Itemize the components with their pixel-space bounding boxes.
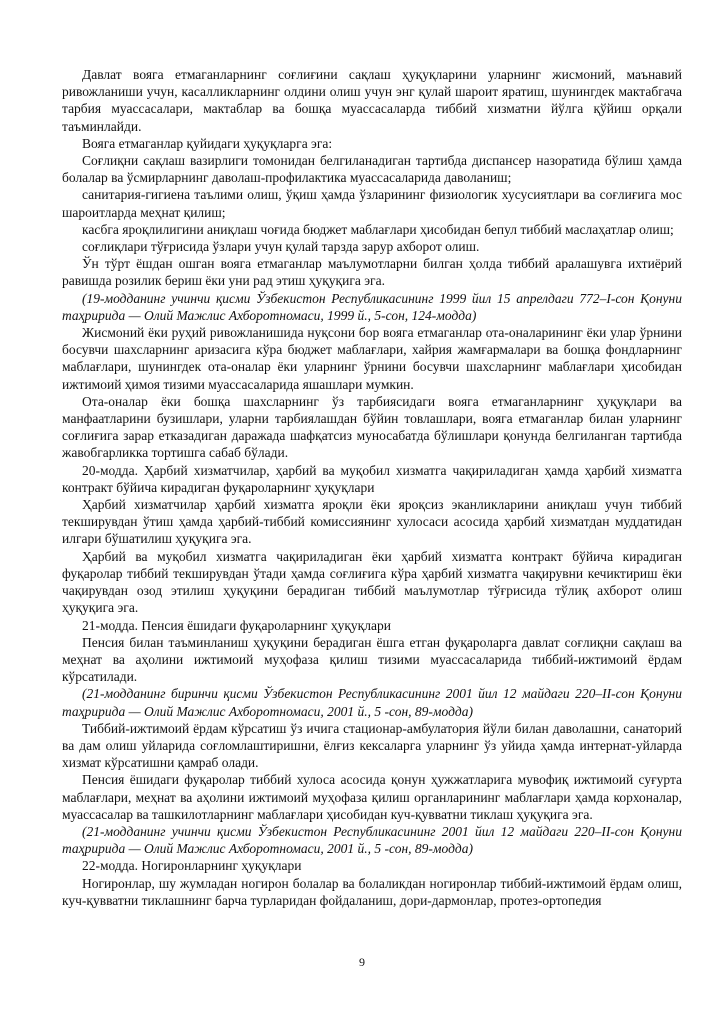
paragraph: касбга яроқлилигини аниқлаш чоғида бюджет маблағлари ҳисобидан бепул тиббий маслаҳатлар олиш; (82, 221, 674, 237)
paragraph: Ота-оналар ёки бошқа шахсларнинг ўз тарбиясидаги вояга етмаганларнинг ҳуқуқлари ва манфаатларини бузишлари, уларни тарбиялашдан бўйин товлашлари, вояга етмаганлар билан уларнинг соғлиғига зарар етказадиган даражада шафқатсиз муносабатда бўлишлари қонунда белгиланган тартибда жавобгарликка тортишга сабаб бўлади. (62, 393, 682, 461)
amendment-note: (21-модданинг биринчи қисми Ўзбекистон Республикасининг 2001 йил 12 майдаги 220–II-сон Қонуни таҳририда — Олий Мажлис Ахборотномаси, 2001 й., 5 -сон, 89-модда) (62, 686, 682, 719)
paragraph: Жисмоний ёки руҳий ривожланишида нуқсони бор вояга етмаганлар ота-оналарининг ёки улар ўрнини босувчи шахсларнинг аризасига кўра бюджет маблағлари, хайрия жамғармалари ва бошқа фондларнинг маблағлари, шунингдек ота-оналар ёки уларнинг ўрнини босувчи шахсларнинг маблағлари ҳисобидан ижтимоий ҳимоя тизими муассасаларида яшашлари мумкин. (62, 325, 682, 392)
paragraph: Соғлиқни сақлаш вазирлиги томонидан белгиланадиган тартибда диспансер назоратида бўлиш ҳамда болалар ва ўсмирларнинг даволаш-профилактика муассасаларида даволаниш; (62, 153, 682, 186)
paragraph: Ҳарбий ва муқобил хизматга чақириладиган ёки ҳарбий хизматга контракт бўйича кирадиган фуқаролар тиббий текширувдан ўтади ҳамда соғлиғига кўра ҳарбий хизматга чақирувни кечиктириш ёки чақирувдан озод этилиш ҳуқуқини берадиган тиббий маълумотлар тўғрисида тўлиқ ахборот олиш ҳуқуқига эга. (62, 548, 682, 616)
paragraph: Давлат вояга етмаганларнинг соғлиғини сақлаш ҳуқуқларини уларнинг жисмоний, маънавий ривожланиши учун, касалликларнинг олдини олиш учун энг қулай шароит яратиш, шунингдек мактабгача тарбия муассасалари, мактаблар ва бошқа муассасаларда тиббий хизматни йўлга қўйиш орқали таъминлайди. (62, 67, 682, 134)
article-heading: 22-модда. Ногиронларнинг ҳуқуқлари (82, 858, 302, 874)
paragraph: Ҳарбий хизматчилар ҳарбий хизматга яроқли ёки яроқсиз эканликларини аниқлаш учун тиббий текширувдан ўтиш ҳамда ҳарбий-тиббий комиссиянинг хулосаси асосида ҳарбий хизматдан муддатидан илгари бўшатилиш ҳуқуқига эга. (62, 497, 682, 547)
paragraph: Пенсия билан таъминланиш ҳуқуқини берадиган ёшга етган фуқароларга давлат соғлиқни сақлаш ва меҳнат ва аҳолини ижтимоий муҳофаза қилиш тизими муассасаларида тиббий-ижтимоий ёрдам кўрсатилади. (62, 634, 682, 685)
paragraph: Ўн тўрт ёшдан ошган вояга етмаганлар маълумотларни билган ҳолда тиббий аралашувга ихтиёрий равишда розилик бериш ёки уни рад этиш ҳуқуқига эга. (62, 256, 682, 289)
paragraph: санитария-гигиена таълими олиш, ўқиш ҳамда ўзларининг физиологик хусусиятлари ва соғлиғига мос шароитларда меҳнат қилиш; (62, 187, 682, 220)
page-number: 9 (359, 955, 365, 969)
paragraph: Тиббий-ижтимоий ёрдам кўрсатиш ўз ичига стационар-амбулатория йўли билан даволашни, санаторий ва дам олиш уйларида соғломлаштиришни, ёлғиз кексаларга уларнинг ўз уйида ҳамда интернат-уйларда хизмат кўрсатишни қамраб олади. (62, 720, 682, 771)
document-page (62, 66, 682, 909)
amendment-note: (19-модданинг учинчи қисми Ўзбекистон Республикасининг 1999 йил 15 апрелдаги 772–I-сон Қонуни таҳририда — Олий Мажлис Ахборотномаси, 1999 й., 5-сон, 124-модда) (62, 290, 682, 323)
article-heading: 20-модда. Ҳарбий хизматчилар, ҳарбий ва муқобил хизматга чақириладиган ҳамда ҳарбий хизматга контракт бўйича кирадиган фуқароларнинг ҳуқуқлари (62, 462, 682, 495)
paragraph: Ногиронлар, шу жумладан ногирон болалар ва болаликдан ногиронлар тиббий-ижтимоий ёрдам олиш, куч-қувватни тиклашнинг барча турларидан фойдаланиш, дори-дармонлар, протез-ортопедия (62, 875, 682, 908)
article-heading: 21-модда. Пенсия ёшидаги фуқароларнинг ҳуқуқлари (82, 617, 391, 633)
amendment-note: (21-модданинг учинчи қисми Ўзбекистон Республикасининг 2001 йил 12 майдаги 220–II-сон Қонуни таҳририда — Олий Мажлис Ахборотномаси, 2001 й., 5 -сон, 89-модда) (62, 823, 682, 857)
paragraph: Пенсия ёшидаги фуқаролар тиббий хулоса асосида қонун ҳужжатларига мувофиқ ижтимоий суғурта маблағлари, меҳнат ва аҳолини ижтимоий муҳофаза қилиш органларининг маблағлари ҳамда корхоналар, муассасалар ва ташкилотларнинг маблағлари ҳисобидан куч-қувватни тиклаш ҳуқуқига эга. (62, 772, 682, 822)
paragraph: Вояга етмаганлар қуйидаги ҳуқуқларга эга: (82, 135, 333, 151)
paragraph: соғлиқлари тўғрисида ўзлари учун қулай тарзда зарур ахборот олиш. (82, 239, 480, 255)
